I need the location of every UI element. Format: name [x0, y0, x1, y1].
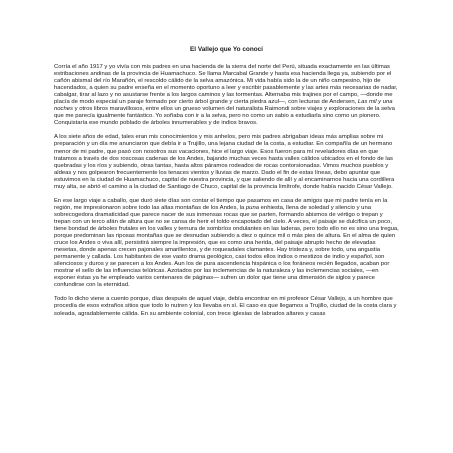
paragraph-text: enhiesta, llena de soledad y silencio y una sobrecogedora dramaticidad que parece nacer de sus inmensas rocas que se parten, formando abismos de vértigo o trepan y trepan con un terco afán de altura que no se cansa de herir el toldo encapotado del cielo. A veces, el paisaje se dulcifica un poco, tiene bondad de árboles frutales en los valles y ternura de sombríos ondulantes en las laderas, pero todo ello no es sino una tregua, porque predominan las riposas montañas que se desnudan subiendo a diez o quince mil o más pies de altura. En el alma de quien cruce los Andes o viva allí, persistirá siempre la impresión, que es como una herida, del paisaje abrupto hecho de elevadas mesetas, donde apenas crecen pajonales amarillentos, y de roqueadales clamantes. Hay tristeza y, sobre todo, una angustia permanente y callada. Los habitantes de ese vasto drama geológico, casi todos ellos indios o mestizos de indio y español, son silenciosos y duros y se parecen a los Andes. Aun los de pura ascendencia hispánica o los foráneos recién llegados, acaban por mostrar el sello de las influencias telúricas. Azotados por las inclemencias de la naturaleza y las inclemencias sociales, —en exponer éstas ya he empleado varios centenares de páginas— sufren un dolor que tiene una dimensión de siglos y parece confundirse con la eternidad. [54, 204, 399, 289]
paragraph [54, 198, 399, 290]
paragraph-text: Todo lo dicho viene a cuento porque, días después de aquel viaje, debía encontrar en mi profesor César Vallejo, a un hombre que procedía de esos extraños sitios que todo lo nutren y los llevaba en sí. El caso es que llegamos a Trujillo, ciudad de la costa clara y soleada, agradablemente cálida. En su ambiente colonial, con trece iglesias de labrados altares y casas [54, 296, 397, 317]
italic-text: puna [245, 204, 259, 211]
paragraph [54, 296, 399, 317]
document-body [54, 64, 399, 318]
paragraph [54, 64, 399, 127]
paragraph [54, 134, 399, 190]
paragraph-text: Corría el año 1917 y yo vivía con mis padres en una hacienda de la sierra del norte del Perú, situada exactamente en las últimas estribaciones andinas de la provincia de Huamachuco. Se llama Marcabal Grande y hasta esa hacienda llega ya, subiendo por el cañón abismal del río Marañón, el rescoldo cálido de la selva amazónica. Mi vida había sido la de un niño campesino, hijo de hacendados, a quien su padre enseña en el momento oportuno a leer y escribir pasablemente y las artes más necesarias de nadar, cabalgar, tirar al lazo y no asustarse frente a los largos caminos y las tormentas. Alternaba mis trajines por el campo, —donde me placía de modo especial un paraje formado por cierto árbol grande y cierta piedra azul—, con lecturas de Andersen, [54, 64, 398, 106]
document-title: El Vallejo que Yo conocí [190, 46, 263, 53]
italic-text: Las mil y una noches [54, 99, 393, 113]
paragraph-text: En ese largo viaje a caballo, que duró siete días son contar el tiempo que pasamos en casa de amigos que mi padre tenía en la región, me impresionaron sobre todo las altas montañas de los Andes, la [54, 197, 388, 211]
paragraph-text: y otros libros maravillosos, entre ellos un grueso volumen del naturalista Raimondi sobre viajes y exploraciones de la selva que me parecía igualmente fantástico. Yo soñaba con ir a la selva, pero no como un sabio a estudiarla sino como un pionero. Conquistaría ese mundo poblado de árboles innumerables y de indios bravos. [54, 106, 395, 127]
paragraph-text: A los siete años de edad, tales eran mis conocimientos y mis anhelos, pero mis padres abrigaban ideas más amplias sobre mi preparación y un día me anunciaron que debía ir a Trujillo, una lejana ciudad de la costa, a estudiar. En compañía de un hermano menor de mi padre, que pasó con nosotros sus vacaciones, hice el largo viaje. Esos fueron para mí reveladores días en que tratamos a través de dos roscosas cadenas de los Andes, bajando muchas veces hasta valles cálidos ubicados en el fondo de las quebradas y los ríos y subiendo, otras tantas, hasta altos páramos rodeados de rocas contorsionadas. Vimos muchos pueblos y aldeas y nos golpearon frecuentemente los tenaces vientos y lluvias de marzo. Dado el fin de estas líneas, debo apuntar que estuvimos en la ciudad de Huamachuco, capital de nuestra provincia, y que saliendo de allí y al encaminarnos hacia una cordillera muy alta, se abrió el camino a la ciudad de Santiago de Chuco, capital de la provincia limítrofe, donde había nacido César Vallejo. [54, 134, 395, 190]
